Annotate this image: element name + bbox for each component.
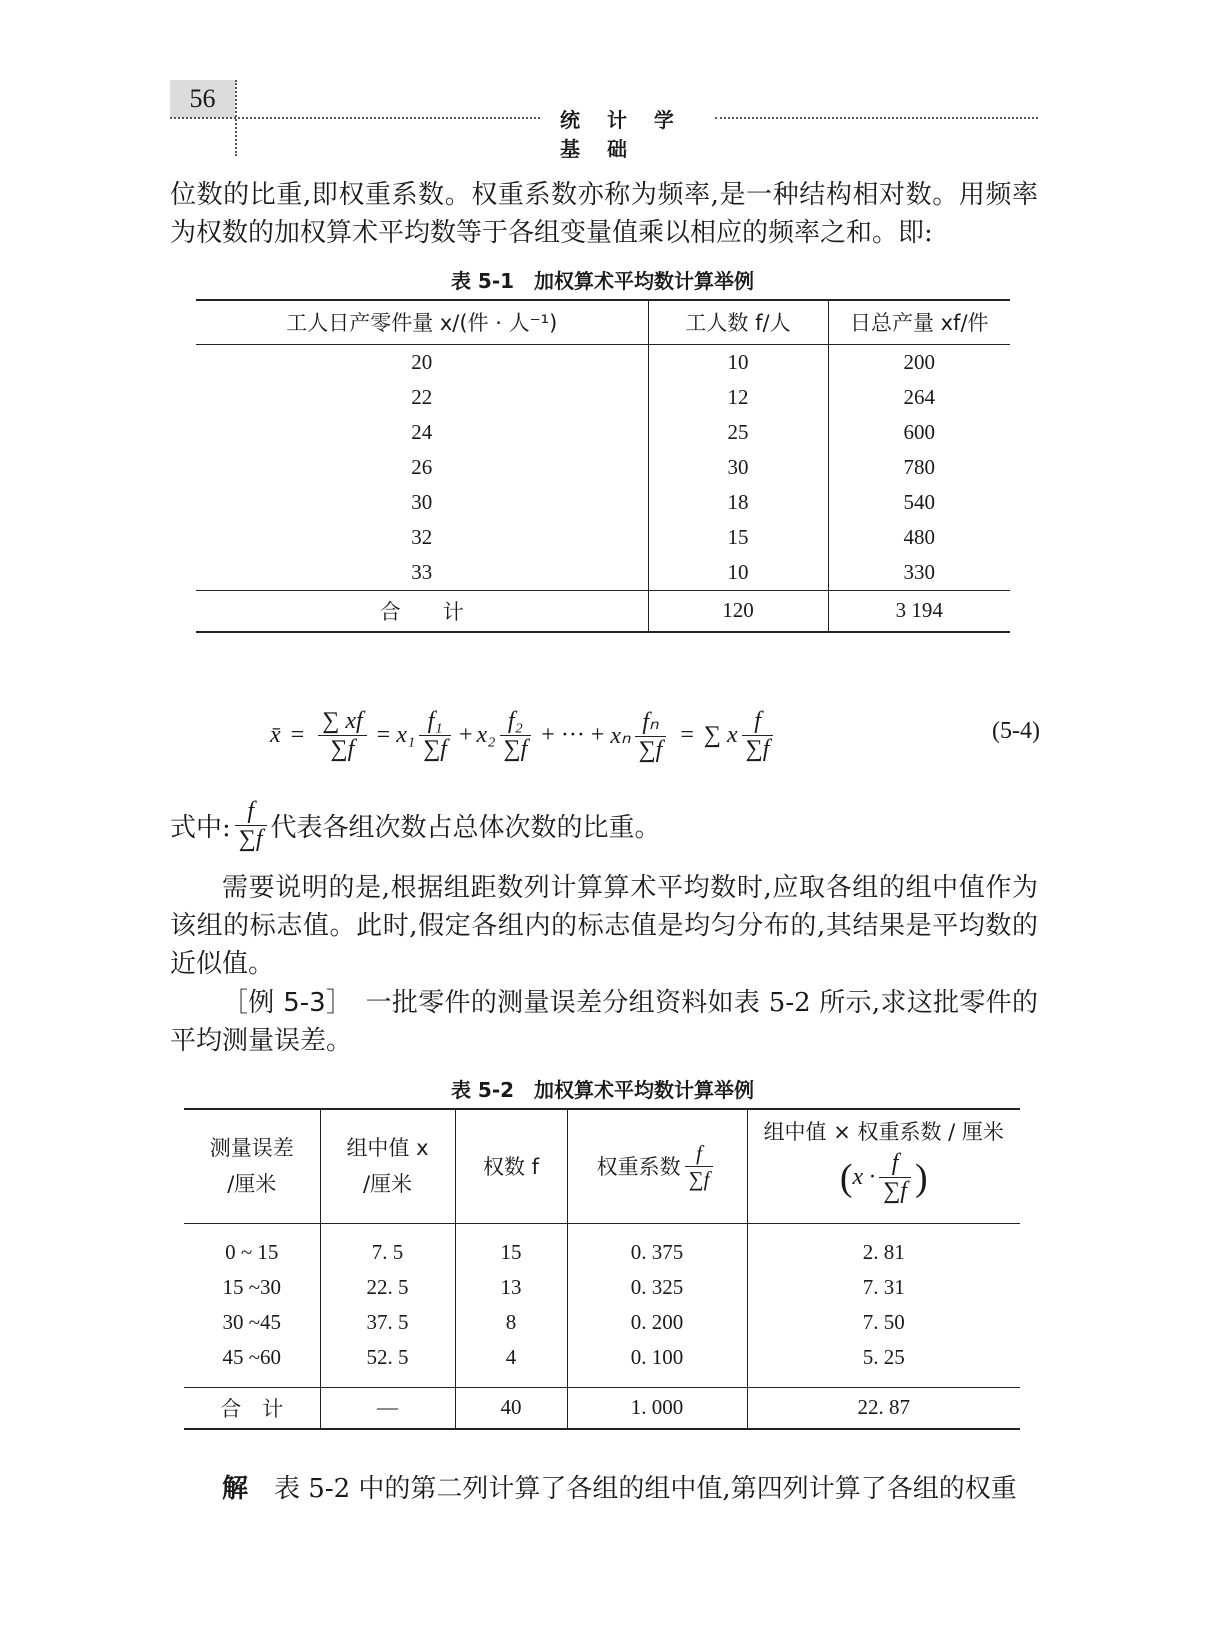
- table2-header-weight-coef: [567, 1109, 747, 1223]
- solution-text: 表 5-2 中的第二列计算了各组的组中值,第四列计算了各组的权重: [274, 1474, 1017, 1504]
- header-line: /厘米: [362, 1172, 413, 1197]
- example-5-3: [170, 984, 1038, 1060]
- eq-sum-f: ∑f: [330, 735, 355, 762]
- eq-sum-x: ∑ x: [703, 721, 738, 748]
- cell: 3 194: [895, 598, 943, 623]
- eq-f1: f₁: [419, 708, 451, 736]
- cell: 330: [903, 559, 935, 584]
- cell: 7. 50: [862, 1310, 905, 1334]
- eq-sum-f: ∑f: [745, 735, 770, 762]
- table-row: [196, 555, 1010, 590]
- where-line: [170, 790, 661, 860]
- cell: 52. 5: [320, 1340, 455, 1375]
- table2-header-weight: 权数 f: [455, 1109, 567, 1223]
- eq-sum-f: ∑f: [423, 735, 447, 762]
- header-line: 组中值 x: [346, 1136, 429, 1161]
- cell: 0. 325: [567, 1270, 747, 1305]
- cell: 5. 25: [862, 1345, 905, 1369]
- table1-header-workers: 工人数 f/人: [648, 300, 828, 344]
- cell: 0 ~ 15: [184, 1235, 320, 1270]
- where-text: 代表各组次数占总体次数的比重。: [270, 812, 661, 843]
- cell: 26: [196, 450, 648, 485]
- cell: 合 计: [184, 1387, 320, 1429]
- cell: 33: [196, 555, 648, 590]
- cell: 40: [455, 1387, 567, 1429]
- table-row: [196, 380, 1010, 415]
- cell: 30: [648, 450, 828, 485]
- cell: 15: [455, 1235, 567, 1270]
- cell: 12: [648, 380, 828, 415]
- where-f: f: [235, 798, 267, 826]
- table-row: [196, 485, 1010, 520]
- cell: 780: [903, 455, 935, 479]
- cell: 13: [455, 1270, 567, 1305]
- example-tag: ［例 5-3］: [222, 988, 340, 1018]
- cell: 120: [648, 590, 828, 632]
- eq-xbar: x̄: [270, 721, 281, 748]
- cell: 7. 31: [862, 1275, 905, 1299]
- table-5-2: [184, 1108, 1020, 1430]
- cell: 4: [455, 1340, 567, 1375]
- cell: 22: [196, 380, 648, 415]
- table2-header-product: 组中值 × 权重系数 / 厘米 ( x · $\frac{f}{\sum f}$ ): [763, 1120, 1004, 1204]
- cell: 480: [903, 525, 935, 549]
- table-row: [196, 344, 1010, 380]
- cell: 0. 375: [567, 1235, 747, 1270]
- cell: 37. 5: [320, 1305, 455, 1340]
- header-line: /厘米: [227, 1172, 277, 1197]
- equation-number: (5-4): [992, 718, 1040, 744]
- cell: 540: [903, 490, 935, 514]
- cell: 10: [648, 344, 828, 380]
- header-line: 组中值 × 权重系数 / 厘米: [763, 1120, 1004, 1144]
- table-total-row: [196, 590, 1010, 632]
- eq-f: f: [742, 708, 774, 736]
- example-text: 一批零件的测量误差分组资料如表 5-2 所示,求这批零件的平均测量误差。: [170, 988, 1038, 1056]
- cell: 600: [903, 420, 935, 444]
- solution-label: 解: [222, 1474, 249, 1504]
- cell: 10: [648, 555, 828, 590]
- cell: 45 ~60: [184, 1340, 320, 1375]
- table-row: [184, 1305, 1020, 1340]
- eq-fn: fₙ: [635, 707, 667, 737]
- cell: 2. 81: [862, 1240, 905, 1264]
- cell: 30 ~45: [184, 1305, 320, 1340]
- eq-x1: x₁: [396, 721, 416, 748]
- cell: 25: [648, 415, 828, 450]
- table-row: [184, 1270, 1020, 1305]
- cell: 18: [648, 485, 828, 520]
- coef-sum-f: ∑f: [688, 1166, 710, 1191]
- cell: 200: [903, 349, 935, 374]
- where-label: 式中:: [170, 812, 231, 843]
- cell: 0. 200: [567, 1305, 747, 1340]
- cell: 15: [648, 520, 828, 555]
- table1-header-total-output: 日总产量 xf/件: [849, 311, 989, 336]
- product-sum-f: ∑f: [883, 1178, 907, 1204]
- paragraph-group-midpoint: 需要说明的是,根据组距数列计算算术平均数时,应取各组的组中值作为该组的标志值。此时,假定各组内的标志值是均匀分布的,其结果是平均数的近似值。: [170, 873, 1038, 979]
- cell: —: [320, 1387, 455, 1429]
- header-rule-left: [170, 117, 540, 119]
- product-f: f: [879, 1150, 911, 1178]
- table-5-1: [196, 299, 1010, 633]
- table-row: [184, 1235, 1020, 1270]
- cell: 7. 5: [320, 1235, 455, 1270]
- cell: 32: [196, 520, 648, 555]
- cell: 1. 000: [567, 1387, 747, 1429]
- page-number: 56: [170, 80, 235, 118]
- cell: 20: [196, 344, 648, 380]
- table2-header-midpoint: [320, 1109, 455, 1223]
- table-row: [196, 415, 1010, 450]
- cell: 22. 87: [857, 1395, 910, 1420]
- table1-caption: 表 5-1 加权算术平均数计算举例: [450, 269, 755, 293]
- eq-sum-f: ∑f: [638, 736, 663, 763]
- header-line: 权重系数: [596, 1155, 681, 1180]
- cell: 8: [455, 1305, 567, 1340]
- eq-f2: f₂: [500, 708, 532, 736]
- running-title: 统 计 学 基 础: [560, 108, 684, 161]
- eq-sum-f: ∑f: [503, 735, 528, 762]
- header-rule-right: [715, 117, 1038, 119]
- cell: 合 计: [196, 590, 648, 632]
- eq-sum-xf: ∑ xf: [318, 708, 366, 736]
- table2-caption: 表 5-2 加权算术平均数计算举例: [450, 1078, 755, 1102]
- solution-paragraph: [170, 1470, 1038, 1508]
- cell: 264: [903, 385, 935, 409]
- cell: 30: [196, 485, 648, 520]
- cell: 0. 100: [567, 1340, 747, 1375]
- eq-ellipsis: + ··· +: [541, 721, 605, 748]
- table-total-row: [184, 1387, 1020, 1429]
- cell: 24: [196, 415, 648, 450]
- table-row: [196, 520, 1010, 555]
- eq-xn: xₙ: [610, 722, 631, 749]
- table1-header-output: 工人日产零件量 x/(件 · 人⁻¹): [196, 300, 648, 344]
- eq-x2: x₂: [476, 721, 496, 748]
- coef-f: f: [685, 1141, 714, 1167]
- table-row: [196, 450, 1010, 485]
- where-sum-f: ∑f: [238, 825, 263, 852]
- header-line: 测量误差: [209, 1136, 294, 1161]
- table-row: [184, 1340, 1020, 1375]
- cell: 15 ~30: [184, 1270, 320, 1305]
- paragraph-weight-coefficient: 位数的比重,即权重系数。权重系数亦称为频率,是一种结构相对数。用频率为权数的加权算术平均数等于各组变量值乘以相应的频率之和。即:: [170, 180, 1038, 248]
- equation-5-4: x̄ = $\frac{\sum xf}{\sum f}$ = x₁ $\frac{\text{f₁}}{\sum f}$ + x₂ $\frac{\text{f₂}}{\sum f}$ + ··· + xₙ $\frac{\text{fₙ}}{\sum f}$ = ∑ x $\frac{f}{\sum f}$ (5-4): [270, 707, 1040, 763]
- table2-header-error: [184, 1109, 320, 1223]
- product-x: x ·: [852, 1164, 876, 1190]
- cell: 22. 5: [320, 1270, 455, 1305]
